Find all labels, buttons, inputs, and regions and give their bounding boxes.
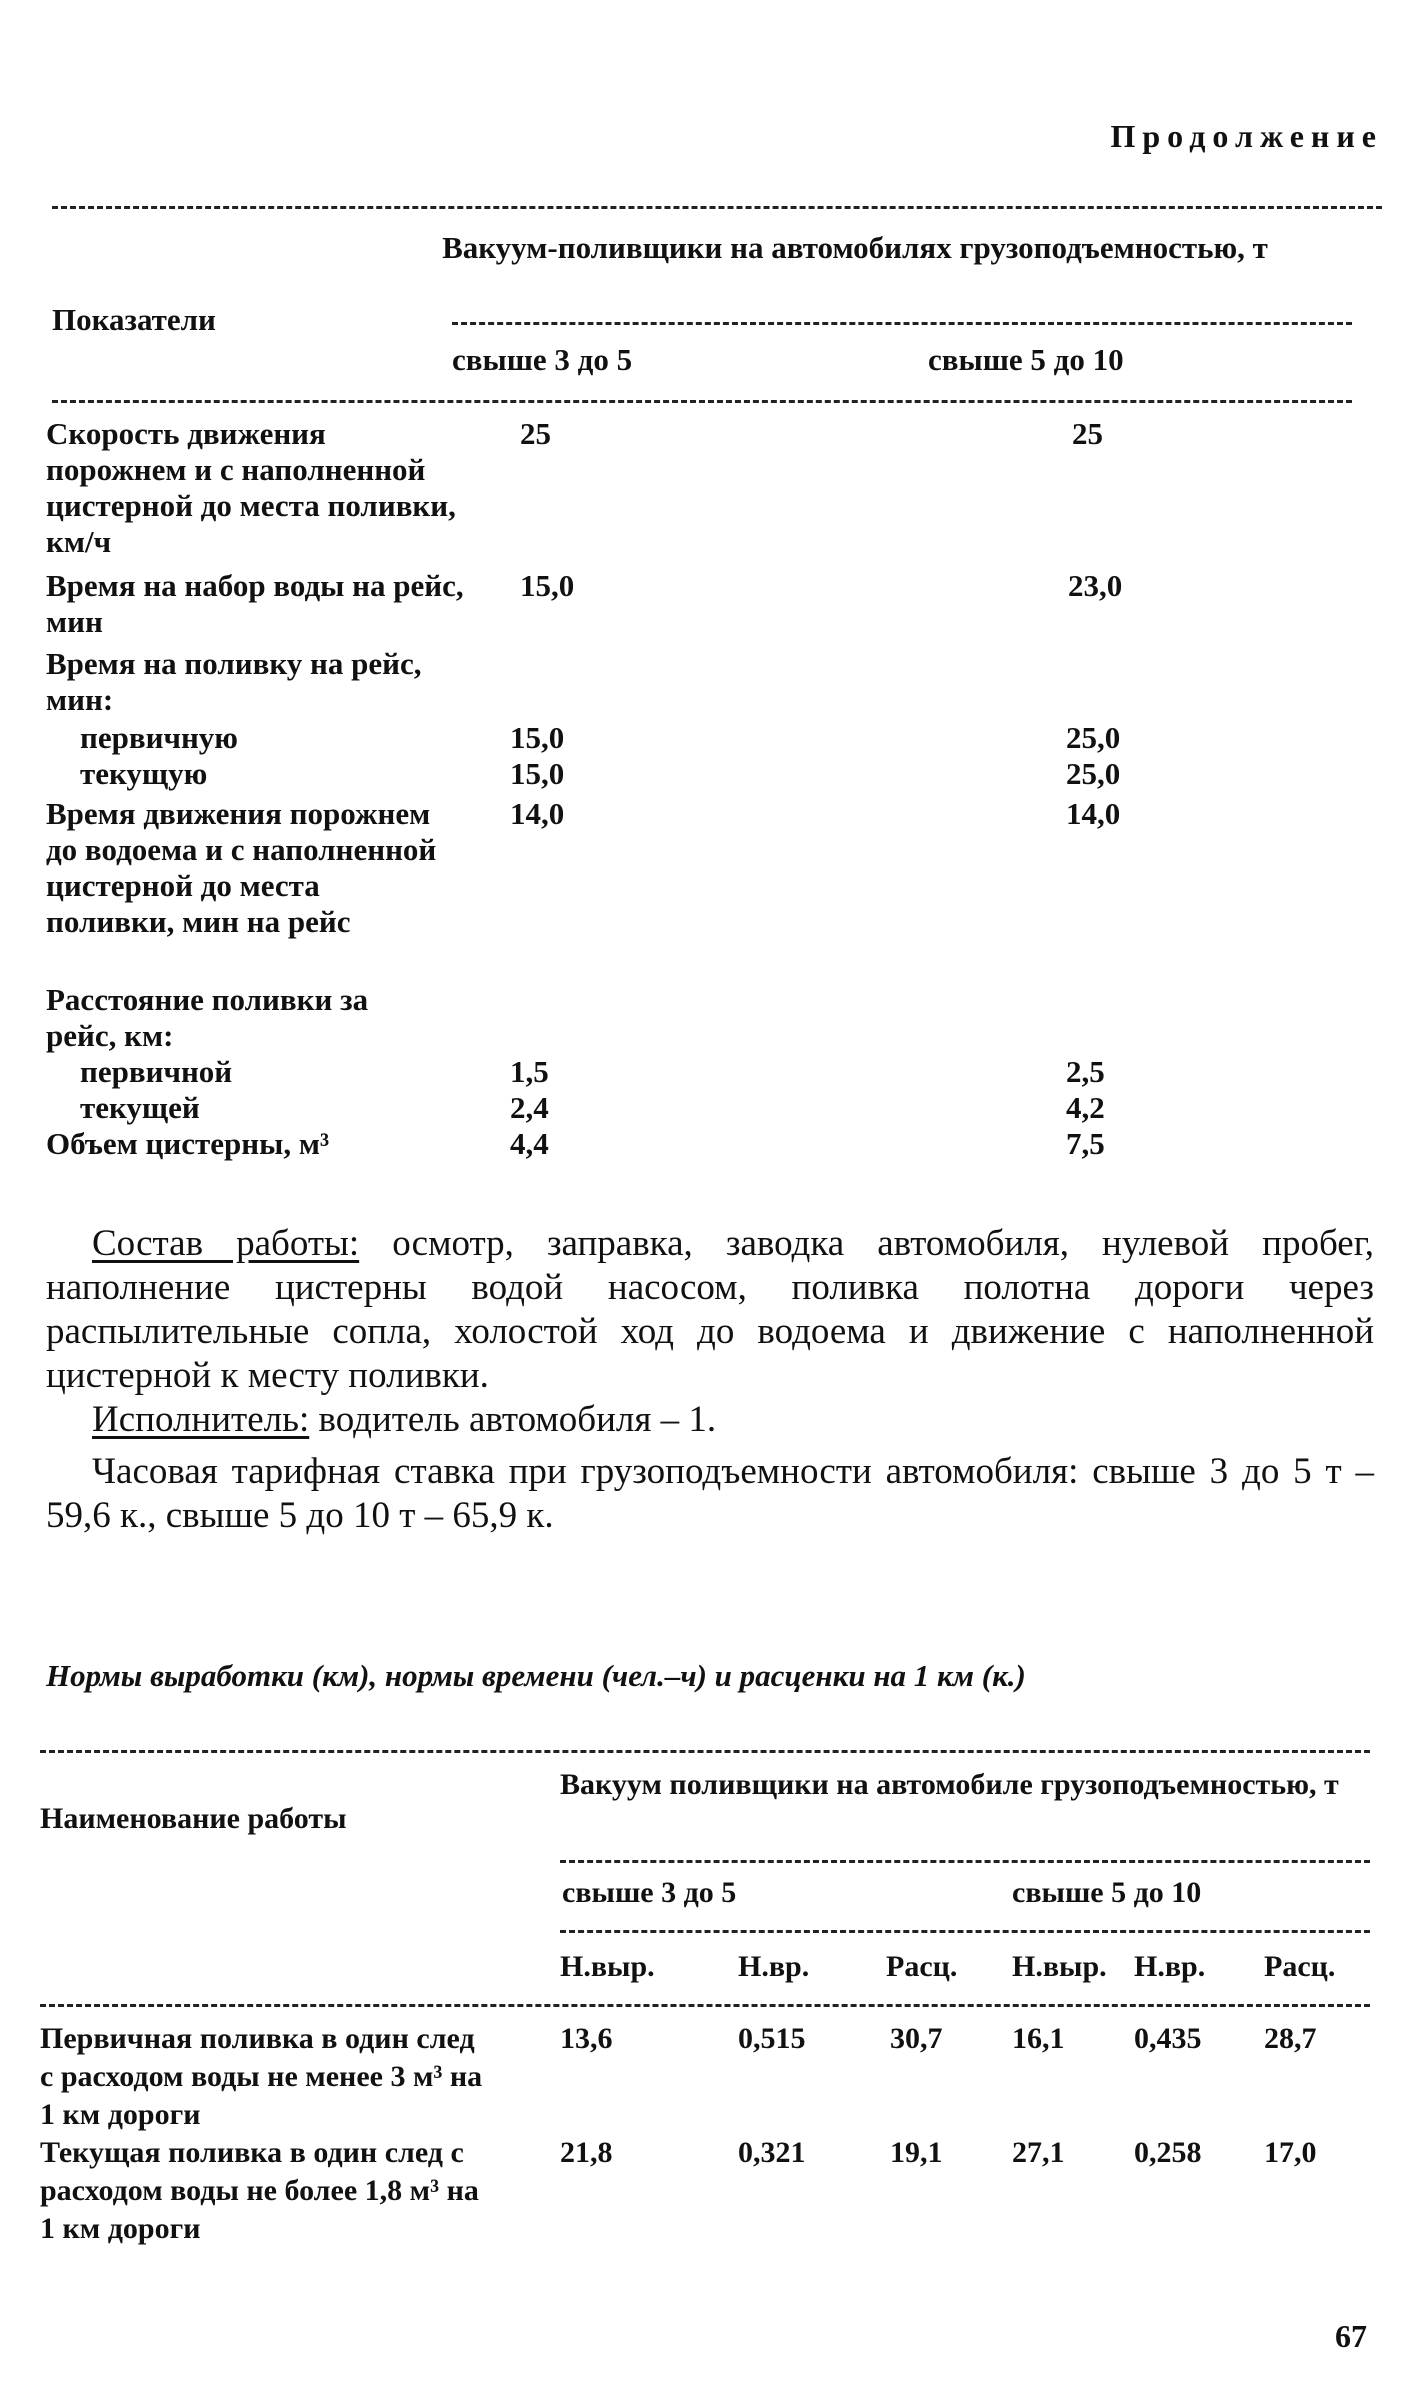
table1-col-a: свыше 3 до 5 bbox=[452, 342, 633, 377]
row-value: 0,515 bbox=[738, 2022, 806, 2055]
composition-body: осмотр, заправка, заводка автомобиля, нулевой пробег, наполнение цистерны водой насосом, поливка полотна дороги через распылительные сопла, холостой ход до водоема и движение с наполненной цистерной к месту поливки. bbox=[46, 1223, 1374, 1396]
row-value-a: 4,4 bbox=[510, 1126, 549, 1161]
table1-col-indicators: Показатели bbox=[52, 302, 216, 337]
row-label: текущей bbox=[80, 1090, 200, 1125]
row-label: Скорость движения порожнем и с наполненной цистерной до места поливки, км/ч bbox=[46, 416, 456, 559]
table1-head-rule bbox=[52, 400, 1352, 403]
row-value-b: 2,5 bbox=[1066, 1054, 1105, 1089]
row-value: 19,1 bbox=[890, 2136, 943, 2169]
composition-label: Состав работы: bbox=[92, 1223, 360, 1264]
table2-sub-a: свыше 3 до 5 bbox=[562, 1876, 737, 1909]
row-label: текущую bbox=[80, 756, 208, 791]
table1-mid-rule bbox=[452, 322, 1352, 325]
composition-paragraph bbox=[46, 1222, 1374, 1398]
table2-sub-b: свыше 5 до 10 bbox=[1012, 1876, 1202, 1909]
row-value-a: 1,5 bbox=[510, 1054, 549, 1089]
page-number: 67 bbox=[1335, 2318, 1367, 2354]
row-label: Время движения порожнем до водоема и с наполненной цистерной до места поливки, мин на рейс bbox=[46, 796, 437, 939]
table2-h-rate-a: Расц. bbox=[886, 1950, 958, 1983]
rate-paragraph: Часовая тарифная ставка при грузоподъемности автомобиля: свыше 3 до 5 т – 59,6 к., свыше 5 до 10 т – 65,9 к. bbox=[46, 1451, 1374, 1536]
executor-label: Исполнитель: bbox=[92, 1399, 310, 1440]
executor-paragraph bbox=[92, 1398, 716, 1442]
table1-col-group: Вакуум-поливщики на автомобилях грузоподъемностью, т bbox=[442, 230, 1268, 265]
row-value-b: 25,0 bbox=[1066, 720, 1121, 755]
row-value: 0,258 bbox=[1134, 2136, 1202, 2169]
row-label: первичной bbox=[80, 1054, 233, 1089]
table1-top-rule bbox=[52, 206, 1382, 209]
row-value-a: 15,0 bbox=[510, 720, 565, 755]
row-value-a: 15,0 bbox=[510, 756, 565, 791]
row-value-b: 25,0 bbox=[1066, 756, 1121, 791]
table2-col-group: Вакуум поливщики на автомобиле грузоподъемностью, т bbox=[560, 1768, 1339, 1801]
table2-h-out-a: Н.выр. bbox=[560, 1950, 655, 1983]
row-value-a: 15,0 bbox=[520, 568, 575, 603]
row-value-b: 7,5 bbox=[1066, 1126, 1105, 1161]
row-label: Текущая поливка в один след с расходом воды не более 1,8 м³ на 1 км дороги bbox=[40, 2136, 479, 2245]
row-label: первичную bbox=[80, 720, 238, 755]
table2-caption: Нормы выработки (км), нормы времени (чел.–ч) и расценки на 1 км (к.) bbox=[46, 1658, 1026, 1693]
row-value-b: 4,2 bbox=[1066, 1090, 1105, 1125]
row-value: 28,7 bbox=[1264, 2022, 1317, 2055]
table2-head-rule bbox=[40, 2004, 1370, 2007]
row-value-a: 25 bbox=[520, 416, 551, 451]
row-label: Время на поливку на рейс, мин: bbox=[46, 646, 422, 717]
row-value-b: 14,0 bbox=[1066, 796, 1121, 831]
row-label: Объем цистерны, м³ bbox=[46, 1126, 330, 1161]
row-value: 27,1 bbox=[1012, 2136, 1065, 2169]
table2-group-rule bbox=[560, 1860, 1370, 1863]
row-value: 21,8 bbox=[560, 2136, 613, 2169]
row-value-b: 23,0 bbox=[1068, 568, 1123, 603]
table2-top-rule bbox=[40, 1750, 1370, 1753]
table2-h-time-a: Н.вр. bbox=[738, 1950, 810, 1983]
row-label: Первичная поливка в один след с расходом воды не менее 3 м³ на 1 км дороги bbox=[40, 2022, 483, 2131]
table1-col-b: свыше 5 до 10 bbox=[928, 342, 1124, 377]
row-label: Время на набор воды на рейс, мин bbox=[46, 568, 464, 639]
row-value-b: 25 bbox=[1072, 416, 1103, 451]
table2-h-time-b: Н.вр. bbox=[1134, 1950, 1206, 1983]
row-value: 30,7 bbox=[890, 2022, 943, 2055]
row-value-a: 14,0 bbox=[510, 796, 565, 831]
table2-col-name: Наименование работы bbox=[40, 1802, 347, 1835]
table2-sub-rule bbox=[560, 1930, 1370, 1933]
row-label: Расстояние поливки за рейс, км: bbox=[46, 982, 369, 1053]
row-value: 13,6 bbox=[560, 2022, 613, 2055]
row-value: 16,1 bbox=[1012, 2022, 1065, 2055]
row-value: 0,321 bbox=[738, 2136, 806, 2169]
continuation-label: Продолжение bbox=[1110, 118, 1383, 154]
row-value: 0,435 bbox=[1134, 2022, 1202, 2055]
table2-h-out-b: Н.выр. bbox=[1012, 1950, 1107, 1983]
row-value: 17,0 bbox=[1264, 2136, 1317, 2169]
table2-h-rate-b: Расц. bbox=[1264, 1950, 1336, 1983]
row-value-a: 2,4 bbox=[510, 1090, 549, 1125]
executor-body: водитель автомобиля – 1. bbox=[318, 1399, 717, 1440]
